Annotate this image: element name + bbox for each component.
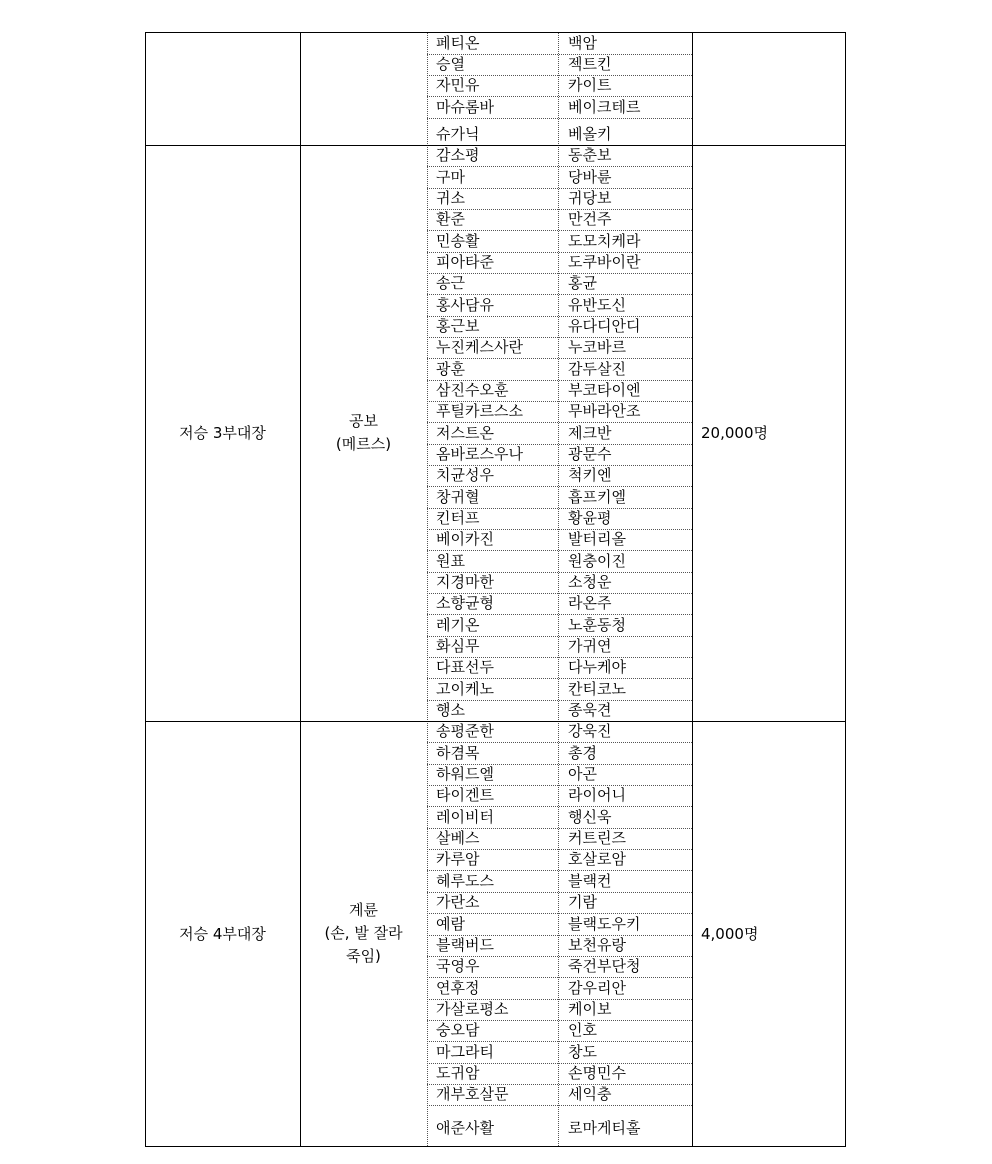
name-right: 홍균 bbox=[568, 274, 597, 293]
name-left: 헤루도스 bbox=[436, 871, 494, 890]
name-right: 블랙컨 bbox=[568, 871, 612, 890]
section-border bbox=[145, 145, 846, 146]
name-right: 죽건부단청 bbox=[568, 957, 641, 976]
table-border-vertical bbox=[692, 32, 693, 1146]
name-left: 환준 bbox=[436, 210, 465, 229]
name-left: 국영우 bbox=[436, 957, 480, 976]
name-row-separator bbox=[427, 358, 692, 359]
name-right: 도쿠바이란 bbox=[568, 253, 641, 271]
name-right: 유반도신 bbox=[568, 295, 626, 314]
name-right: 인호 bbox=[568, 1021, 597, 1040]
name-left: 창귀혈 bbox=[436, 487, 480, 506]
name-row-separator bbox=[427, 1105, 692, 1106]
name-left: 도귀암 bbox=[436, 1063, 480, 1082]
name-right: 누코바르 bbox=[568, 338, 626, 357]
name-left: 피아타준 bbox=[436, 253, 494, 271]
name-left: 예람 bbox=[436, 914, 465, 933]
name-left: 레이비터 bbox=[436, 807, 494, 826]
name-left: 카루암 bbox=[436, 850, 480, 869]
name-row-separator bbox=[427, 188, 692, 189]
name-left: 감소평 bbox=[436, 146, 480, 165]
name-right: 칸티코노 bbox=[568, 679, 626, 698]
name-left: 하겸목 bbox=[436, 743, 480, 762]
name-left: 페티온 bbox=[436, 34, 480, 52]
name-right: 케이보 bbox=[568, 999, 612, 1018]
name-left: 소향균형 bbox=[436, 594, 494, 613]
name-left: 구마 bbox=[436, 167, 465, 186]
name-row-separator bbox=[427, 913, 692, 914]
name-right: 베이크테르 bbox=[568, 98, 641, 116]
name-left: 고이케노 bbox=[436, 679, 494, 698]
name-right: 창도 bbox=[568, 1042, 597, 1061]
name-left: 홍근보 bbox=[436, 317, 480, 335]
name-row-separator bbox=[427, 700, 692, 701]
section-border bbox=[145, 721, 846, 722]
name-right: 동춘보 bbox=[568, 146, 612, 165]
leader-label: 계륜 bbox=[349, 901, 378, 919]
name-right: 유다디안디 bbox=[568, 317, 641, 335]
name-left: 하워드엘 bbox=[436, 765, 494, 784]
name-right: 원충이진 bbox=[568, 551, 626, 570]
leader-label: (손, 발 잘라 bbox=[324, 924, 403, 942]
name-right: 손명민수 bbox=[568, 1063, 626, 1082]
troop-count: 20,000명 bbox=[701, 424, 768, 442]
name-left: 숭오담 bbox=[436, 1021, 480, 1040]
names-column-divider bbox=[558, 32, 559, 1146]
name-left: 베이카진 bbox=[436, 530, 494, 549]
table-border-vertical bbox=[145, 32, 146, 1146]
name-right: 기람 bbox=[568, 893, 597, 912]
table-border-vertical bbox=[845, 32, 846, 1146]
name-right: 총경 bbox=[568, 743, 597, 762]
name-left: 지경마한 bbox=[436, 573, 494, 591]
name-right: 종욱견 bbox=[568, 701, 612, 719]
name-row-separator bbox=[427, 118, 692, 119]
name-right: 커트린즈 bbox=[568, 829, 626, 848]
name-left: 치균성우 bbox=[436, 466, 494, 485]
name-right: 귀당보 bbox=[568, 189, 612, 207]
leader-label: 죽임) bbox=[346, 947, 381, 965]
name-right: 가귀연 bbox=[568, 637, 612, 655]
name-row-separator bbox=[427, 209, 692, 210]
name-right: 황윤평 bbox=[568, 509, 612, 527]
name-left: 홍사담유 bbox=[436, 295, 494, 314]
name-right: 만건주 bbox=[568, 210, 612, 229]
name-right: 백암 bbox=[568, 34, 597, 52]
name-right: 아곤 bbox=[568, 765, 597, 784]
name-left: 저스트온 bbox=[436, 423, 494, 442]
name-right: 카이트 bbox=[568, 76, 612, 94]
section-border bbox=[145, 32, 846, 33]
name-right: 행신욱 bbox=[568, 807, 612, 826]
name-left: 송평준한 bbox=[436, 722, 494, 741]
name-left: 삼진수오훈 bbox=[436, 381, 509, 399]
name-right: 베올키 bbox=[568, 125, 612, 143]
name-left: 민송활 bbox=[436, 231, 480, 250]
unit-label: 저승 3부대장 bbox=[179, 424, 266, 442]
name-left: 광훈 bbox=[436, 359, 465, 378]
name-left: 마슈롬바 bbox=[436, 98, 494, 116]
name-row-separator bbox=[427, 166, 692, 167]
unit-label: 저승 4부대장 bbox=[179, 924, 266, 943]
name-left: 슈가닉 bbox=[436, 125, 480, 143]
name-row-separator bbox=[427, 273, 692, 274]
name-left: 원표 bbox=[436, 551, 465, 570]
name-right: 로마게티홀 bbox=[568, 1119, 641, 1137]
name-right: 도모치케라 bbox=[568, 231, 641, 250]
name-left: 개부호살문 bbox=[436, 1085, 509, 1104]
name-left: 송근 bbox=[436, 274, 465, 293]
name-right: 당바륜 bbox=[568, 167, 612, 186]
section-border bbox=[145, 1146, 846, 1147]
name-right: 흡프키엘 bbox=[568, 487, 626, 506]
name-right: 보천유랑 bbox=[568, 935, 626, 954]
name-row-separator bbox=[427, 550, 692, 551]
troop-count: 4,000명 bbox=[701, 924, 759, 943]
name-right: 광문수 bbox=[568, 445, 612, 463]
name-right: 세익충 bbox=[568, 1085, 612, 1104]
name-right: 노훈동청 bbox=[568, 615, 626, 634]
name-right: 라이어니 bbox=[568, 786, 626, 805]
name-left: 다표선두 bbox=[436, 658, 494, 677]
name-right: 무바라안조 bbox=[568, 402, 641, 421]
name-right: 감우리안 bbox=[568, 978, 626, 997]
name-right: 젝트킨 bbox=[568, 55, 612, 73]
name-left: 승열 bbox=[436, 55, 465, 73]
name-left: 옴바로스우나 bbox=[436, 445, 523, 463]
name-right: 블랙도우키 bbox=[568, 914, 641, 933]
table-border-vertical bbox=[300, 32, 301, 1146]
name-left: 레기온 bbox=[436, 615, 480, 634]
name-right: 소청운 bbox=[568, 573, 612, 591]
name-right: 발터리올 bbox=[568, 530, 626, 549]
leader-label: 공보 bbox=[349, 412, 378, 430]
name-left: 애준사활 bbox=[436, 1119, 494, 1137]
name-left: 연후정 bbox=[436, 978, 480, 997]
name-left: 블랙버드 bbox=[436, 935, 494, 954]
name-right: 제크반 bbox=[568, 423, 612, 442]
name-right: 다누케야 bbox=[568, 658, 626, 677]
name-right: 강욱진 bbox=[568, 722, 612, 741]
name-left: 마그라티 bbox=[436, 1042, 494, 1061]
name-left: 푸틸카르스소 bbox=[436, 402, 523, 421]
name-left: 귀소 bbox=[436, 189, 465, 207]
name-right: 호살로암 bbox=[568, 850, 626, 869]
name-right: 감두살진 bbox=[568, 359, 626, 378]
name-left: 행소 bbox=[436, 701, 465, 719]
name-right: 척키엔 bbox=[568, 466, 612, 485]
name-left: 누진케스사란 bbox=[436, 338, 523, 357]
name-left: 화심무 bbox=[436, 637, 480, 655]
name-left: 가살로평소 bbox=[436, 999, 509, 1018]
name-left: 타이겐트 bbox=[436, 786, 494, 805]
name-right: 라온주 bbox=[568, 594, 612, 613]
name-left: 가란소 bbox=[436, 893, 480, 912]
name-right: 부코타이엔 bbox=[568, 381, 641, 399]
names-column-border bbox=[427, 32, 428, 1146]
name-row-separator bbox=[427, 54, 692, 55]
name-left: 살베스 bbox=[436, 829, 480, 848]
name-left: 자민유 bbox=[436, 76, 480, 94]
name-left: 킨터프 bbox=[436, 509, 480, 527]
leader-label: (메르스) bbox=[335, 435, 392, 453]
